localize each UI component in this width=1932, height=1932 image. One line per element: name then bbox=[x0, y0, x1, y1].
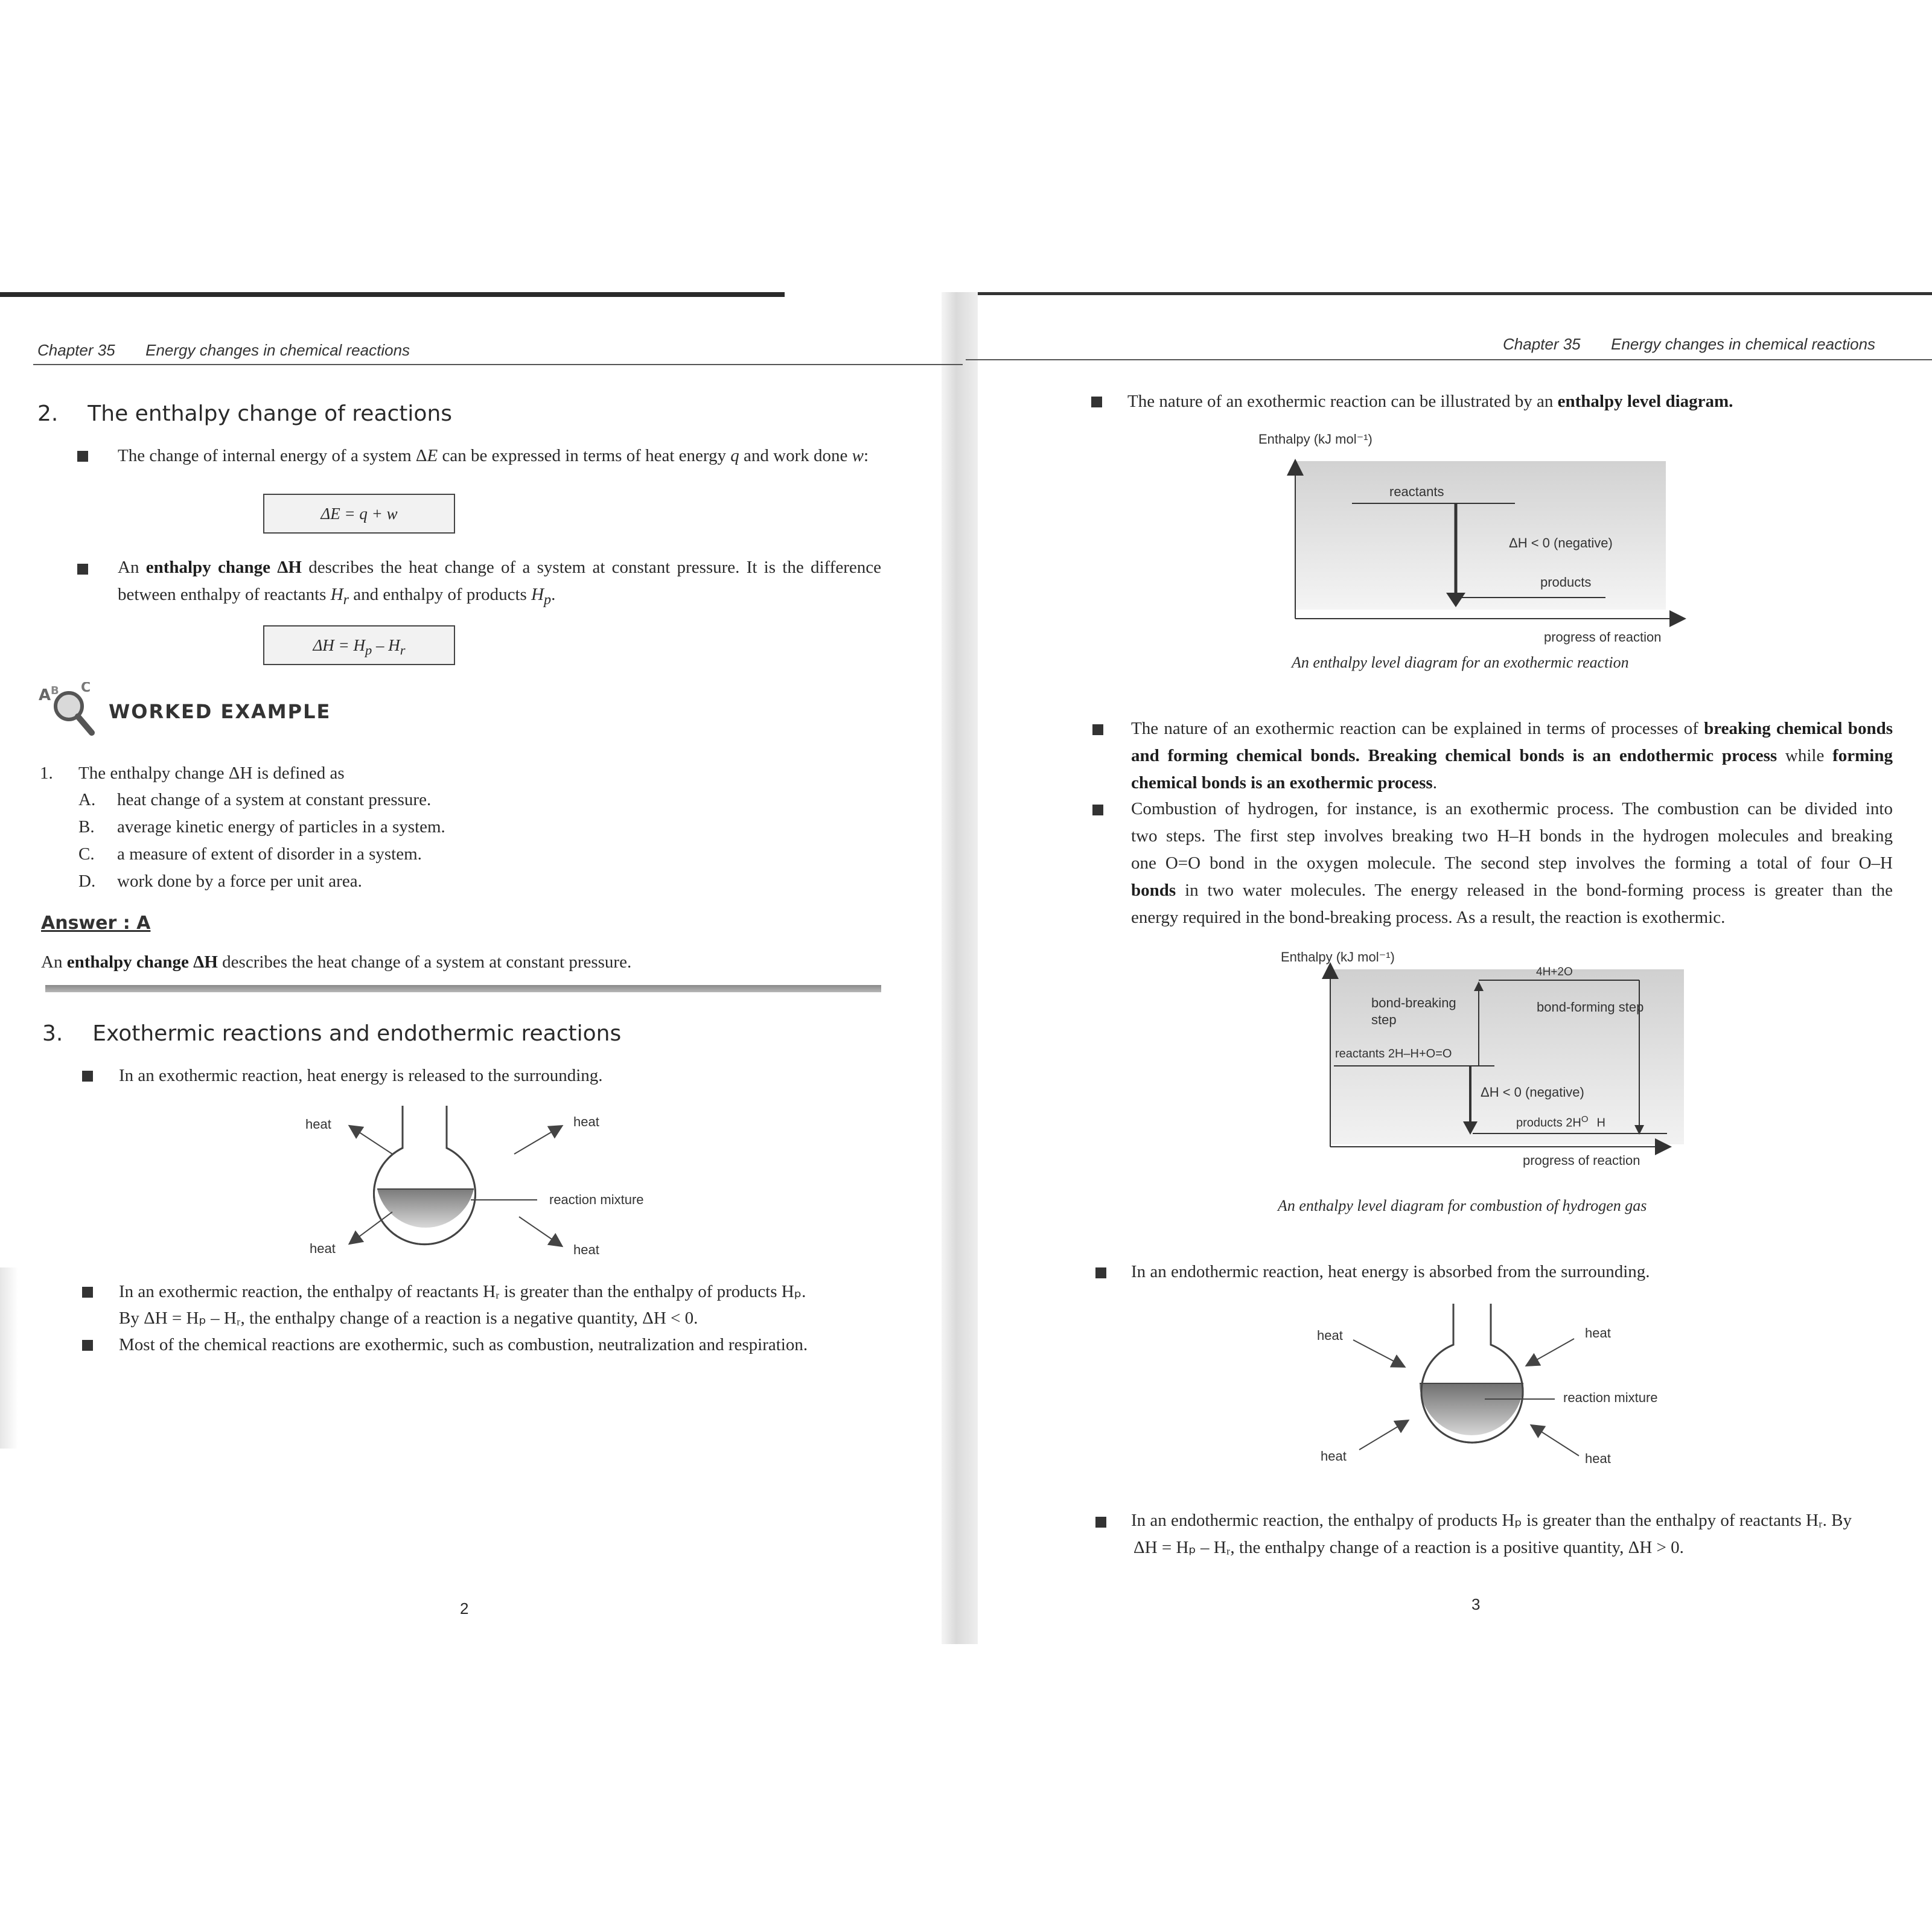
text-run: : bbox=[863, 446, 869, 465]
text-run: E bbox=[427, 446, 438, 465]
sec3-bullet-3: Most of the chemical reactions are exothermic, such as combustion, neutralization and respiration. bbox=[119, 1335, 808, 1354]
text-run: The nature of an exothermic reaction can be illustrated by an bbox=[1127, 392, 1558, 411]
left-running-header bbox=[37, 341, 410, 360]
option-text-d: work done by a force per unit area. bbox=[117, 872, 362, 891]
bullet-square-icon bbox=[82, 1287, 93, 1298]
answer-explanation bbox=[41, 949, 631, 976]
heat-label: heat bbox=[1321, 1449, 1347, 1464]
text-run: q bbox=[730, 446, 739, 465]
diag2-forming-label: bond-forming step bbox=[1537, 999, 1644, 1015]
right-bullet-5-line2: ΔH = Hₚ – Hᵣ, the enthalpy change of a reaction is a positive quantity, ΔH > 0. bbox=[1133, 1538, 1684, 1557]
text-run: An bbox=[41, 952, 67, 972]
text-run: An bbox=[118, 558, 146, 577]
option-text-c: a measure of extent of disorder in a system. bbox=[117, 844, 422, 864]
equation-text: ΔH = H bbox=[313, 636, 366, 654]
right-bullet-1 bbox=[1127, 388, 1733, 415]
heat-label: heat bbox=[1317, 1328, 1343, 1343]
option-letter-d: D. bbox=[78, 872, 96, 891]
text-run: H bbox=[1596, 1116, 1605, 1130]
left-edge-shadow bbox=[0, 1267, 18, 1449]
svg-text:A: A bbox=[39, 686, 51, 704]
diag2-reactants-label: reactants 2H–H+O=O bbox=[1335, 1047, 1452, 1060]
text-run: H bbox=[531, 585, 544, 604]
bullet-square-icon bbox=[1092, 724, 1103, 735]
sec3-bullet-2-line1: In an exothermic reaction, the enthalpy of reactants Hᵣ is greater than the enthalpy of products Hₚ. bbox=[119, 1282, 806, 1301]
right-bullet-3-line2: two steps. The first step involves breaking two H–H bonds in the hydrogen molecules and breaking bbox=[1131, 826, 1893, 846]
text-run: r bbox=[343, 591, 349, 608]
exothermic-enthalpy-diagram bbox=[1267, 447, 1702, 628]
svg-text:B: B bbox=[51, 684, 59, 697]
diag1-products-label: products bbox=[1540, 575, 1592, 590]
option-letter-b: B. bbox=[78, 817, 95, 837]
sec3-bullet-1: In an exothermic reaction, heat energy is released to the surrounding. bbox=[119, 1066, 603, 1085]
equation-box-1 bbox=[263, 494, 455, 534]
left-chapter-title: Energy changes in chemical reactions bbox=[145, 341, 410, 359]
option-letter-c: C. bbox=[78, 844, 95, 864]
left-chapter-label: Chapter 35 bbox=[37, 341, 115, 359]
question-text: The enthalpy change ΔH is defined as bbox=[78, 764, 345, 783]
right-bullet-4: In an endothermic reaction, heat energy is absorbed from the surrounding. bbox=[1131, 1262, 1650, 1281]
text-run: enthalpy change ΔH bbox=[66, 952, 218, 972]
equation-box-2 bbox=[263, 625, 455, 665]
heat-label: heat bbox=[310, 1241, 336, 1256]
answer-label: Answer : A bbox=[41, 913, 151, 934]
diag2-products-label bbox=[1516, 1114, 1605, 1130]
text-run: and enthalpy of products bbox=[349, 585, 532, 604]
text-run: H bbox=[330, 585, 343, 604]
sec2-bullet-2 bbox=[118, 554, 881, 613]
text-run: describes the heat change of a system at constant pressure. bbox=[217, 952, 632, 972]
diag1-reactants-label: reactants bbox=[1389, 484, 1444, 499]
sec2-bullet-1 bbox=[118, 442, 881, 470]
option-text-b: average kinetic energy of particles in a system. bbox=[117, 817, 445, 837]
bullet-square-icon bbox=[1092, 805, 1103, 815]
section-3-number: 3. bbox=[42, 1021, 63, 1046]
section-2-heading bbox=[37, 401, 452, 426]
text-run: The change of internal energy of a system Δ bbox=[118, 446, 427, 465]
diag2-delta-h-label: ΔH < 0 (negative) bbox=[1481, 1085, 1584, 1100]
right-bullet-3-line1: Combustion of hydrogen, for instance, is an exothermic process. The combustion can be divided into bbox=[1131, 799, 1893, 818]
text-run: in two water molecules. The energy released in the bond-forming process is greater than the bbox=[1176, 881, 1893, 900]
text-run: bonds bbox=[1131, 881, 1176, 900]
worked-example-divider bbox=[45, 985, 881, 992]
top-rule-left bbox=[0, 292, 785, 297]
heat-label: heat bbox=[1585, 1325, 1611, 1341]
section-2-number: 2. bbox=[37, 401, 59, 426]
bullet-square-icon bbox=[1095, 1517, 1106, 1528]
bullet-square-icon bbox=[82, 1340, 93, 1351]
bullet-square-icon bbox=[1095, 1267, 1106, 1278]
equation-text: p bbox=[365, 642, 372, 658]
right-running-header bbox=[1503, 335, 1875, 354]
exothermic-flask-diagram bbox=[290, 1098, 688, 1267]
right-bullet-5-line1: In an endothermic reaction, the enthalpy of products Hₚ is greater than the enthalpy of reactants Hᵣ. By bbox=[1131, 1511, 1852, 1530]
right-chapter-label: Chapter 35 bbox=[1503, 335, 1581, 353]
diag2-breaking-label: bond-breaking step bbox=[1371, 995, 1456, 1027]
left-header-rule bbox=[33, 364, 963, 365]
right-header-rule bbox=[966, 359, 1932, 360]
left-page-number: 2 bbox=[460, 1599, 469, 1618]
magnifier-icon bbox=[37, 682, 98, 736]
text-run: and work done bbox=[739, 446, 852, 465]
worked-example-title: WORKED EXAMPLE bbox=[109, 700, 331, 723]
equation-text: – H bbox=[372, 636, 400, 654]
bullet-square-icon bbox=[82, 1071, 93, 1082]
diag1-caption: An enthalpy level diagram for an exothermic reaction bbox=[1292, 654, 1629, 671]
right-bullet-3-line4 bbox=[1131, 877, 1893, 904]
right-bullet-3-line5: energy required in the bond-breaking process. As a result, the reaction is exothermic. bbox=[1131, 908, 1726, 927]
section-3-heading bbox=[42, 1021, 621, 1046]
text-run: while bbox=[1777, 746, 1833, 765]
bullet-square-icon bbox=[77, 451, 88, 462]
bullet-square-icon bbox=[1091, 397, 1102, 407]
reaction-mixture-label: reaction mixture bbox=[1563, 1390, 1658, 1405]
text-run: p bbox=[544, 591, 552, 608]
spine-shadow bbox=[942, 292, 978, 1644]
section-2-title: The enthalpy change of reactions bbox=[88, 401, 453, 426]
diag1-delta-h-label: ΔH < 0 (negative) bbox=[1509, 535, 1613, 550]
right-bullet-2 bbox=[1131, 715, 1893, 797]
question-number: 1. bbox=[40, 764, 53, 783]
diag2-caption: An enthalpy level diagram for combustion of hydrogen gas bbox=[1278, 1197, 1647, 1214]
text-run: can be expressed in terms of heat energy bbox=[438, 446, 731, 465]
top-rule-right bbox=[954, 292, 1932, 295]
endothermic-flask-diagram bbox=[1316, 1292, 1702, 1473]
diag2-top-label: 4H+2O bbox=[1536, 966, 1573, 978]
reaction-mixture-label: reaction mixture bbox=[549, 1192, 644, 1207]
right-bullet-3-line3: one O=O bond in the oxygen molecule. The second step involves the forming a total of four O–H bbox=[1131, 853, 1893, 873]
svg-text:C: C bbox=[81, 682, 91, 695]
text-run: . bbox=[551, 585, 556, 604]
section-3-title: Exothermic reactions and endothermic reactions bbox=[92, 1021, 622, 1046]
right-page-number: 3 bbox=[1471, 1595, 1481, 1613]
text-run: enthalpy change ΔH bbox=[145, 558, 302, 577]
text-run: O bbox=[1581, 1114, 1589, 1124]
text-run: forming chemical bonds is an exothermic process bbox=[1131, 746, 1893, 792]
heat-label: heat bbox=[305, 1117, 331, 1132]
sec3-bullet-2-line2: By ΔH = Hₚ – Hᵣ, the enthalpy change of a reaction is a negative quantity, ΔH < 0. bbox=[119, 1309, 698, 1328]
text-run: The nature of an exothermic reaction can be explained in terms of processes of bbox=[1131, 719, 1704, 738]
equation-text: ΔE = q + w bbox=[320, 505, 398, 523]
equation-text: r bbox=[400, 642, 406, 658]
bullet-square-icon bbox=[77, 564, 88, 575]
option-text-a: heat change of a system at constant pressure. bbox=[117, 790, 432, 809]
diag1-xlabel: progress of reaction bbox=[1544, 630, 1662, 645]
diag2-xlabel: progress of reaction bbox=[1523, 1153, 1640, 1168]
text-run: products 2H bbox=[1516, 1116, 1581, 1130]
text-run: describes the heat change of a system at constant pressure. It is the difference between enthalpy of reactants bbox=[118, 558, 881, 604]
heat-label: heat bbox=[1585, 1451, 1611, 1466]
option-letter-a: A. bbox=[78, 790, 96, 809]
heat-label: heat bbox=[573, 1242, 599, 1257]
diag2-ylabel: Enthalpy (kJ mol⁻¹) bbox=[1281, 949, 1395, 964]
text-run: enthalpy level diagram. bbox=[1557, 392, 1733, 411]
diag1-ylabel: Enthalpy (kJ mol⁻¹) bbox=[1258, 432, 1372, 447]
text-run: . bbox=[1432, 773, 1437, 792]
text-run: breaking chemical bonds and forming chemical bonds. Breaking chemical bonds is an endothermic process bbox=[1131, 719, 1893, 765]
text-run: w bbox=[852, 446, 864, 465]
right-chapter-title: Energy changes in chemical reactions bbox=[1611, 335, 1876, 353]
heat-label: heat bbox=[573, 1114, 599, 1129]
